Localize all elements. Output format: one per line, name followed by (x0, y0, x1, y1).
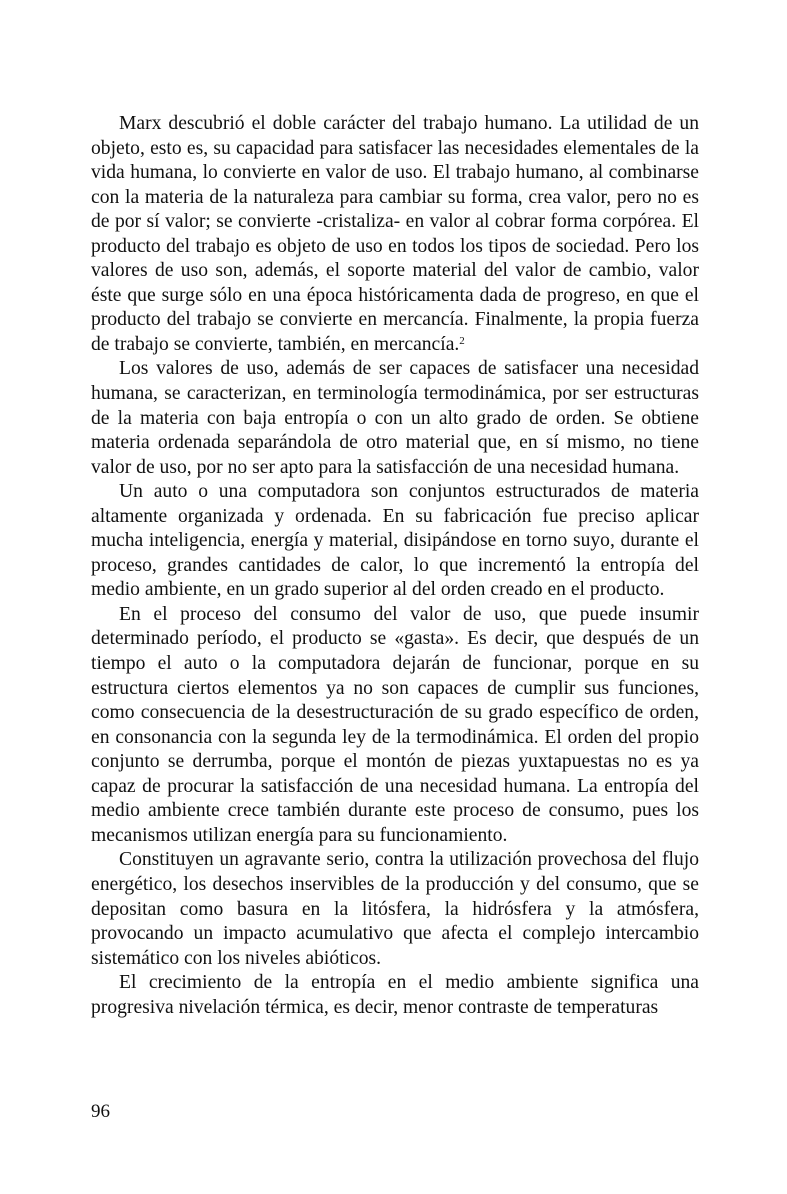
paragraph-2: Los valores de uso, además de ser capaces de satisfacer una necesidad humana, se caracterizan, en terminología termodinámica, por ser estructuras de la materia con baja entropía o con un alto grado de orden. Se obtiene materia ordenada separándola de otro material que, en sí mismo, no tiene valor de uso, por no ser apto para la satisfacción de una necesidad humana. (91, 358, 699, 478)
paragraph-1: Marx descubrió el doble carácter del trabajo humano. La utilidad de un objeto, esto es, su capacidad para satisfacer las necesidades elementales de la vida humana, lo convierte en valor de uso. El trabajo humano, al combinarse con la materia de la naturaleza para cambiar su forma, crea valor, pero no es de por sí valor; se convierte -cristaliza- en valor al cobrar forma corpórea. El producto del trabajo es objeto de uso en todos los tipos de sociedad. Pero los valores de uso son, además, el soporte material del valor de cambio, valor éste que surge sólo en una época históricamenta dada de progreso, en que el producto del trabajo se convierte en mercancía. Finalmente, la propia fuerza de trabajo se convierte, también, en mercancía.$^2$ (91, 113, 699, 355)
paragraph-5: Constituyen un agravante serio, contra la utilización provechosa del flujo energético, los desechos inservibles de la producción y del consumo, que se depositan como basura en la litósfera, la hidrósfera y la atmósfera, provocando un impacto acumulativo que afecta el complejo intercambio sistemático con los niveles abióticos. (91, 849, 699, 969)
footnote-marker: 2 (459, 334, 465, 347)
page-number: 96 (91, 1101, 110, 1122)
paragraph-6: El crecimiento de la entropía en el medio ambiente significa una progresiva nivelación térmica, es decir, menor contraste de temperaturas (91, 972, 699, 1018)
paragraph-3: Un auto o una computadora son conjuntos estructurados de materia altamente organizada y ordenada. En su fabricación fue preciso aplicar mucha inteligencia, energía y material, disipándose en torno suyo, durante el proceso, grandes cantidades de calor, lo que incrementó la entropía del medio ambiente, en un grado superior al del orden creado en el producto. (91, 481, 699, 601)
paragraph-4: En el proceso del consumo del valor de uso, que puede insumir determinado período, el producto se «gasta». Es decir, que después de un tiempo el auto o la computadora dejarán de funcionar, porque en su estructura ciertos elementos ya no son capaces de cumplir sus funciones, como consecuencia de la desestructuración de su grado específico de orden, en consonancia con la segunda ley de la termodinámica. El orden del propio conjunto se derrumba, porque el montón de piezas yuxtapuestas no es ya capaz de procurar la satisfacción de una necesidad humana. La entropía del medio ambiente crece también durante este proceso de consumo, pues los mecanismos utilizan energía para su funcionamiento. (91, 603, 699, 846)
body-text (91, 112, 699, 1020)
